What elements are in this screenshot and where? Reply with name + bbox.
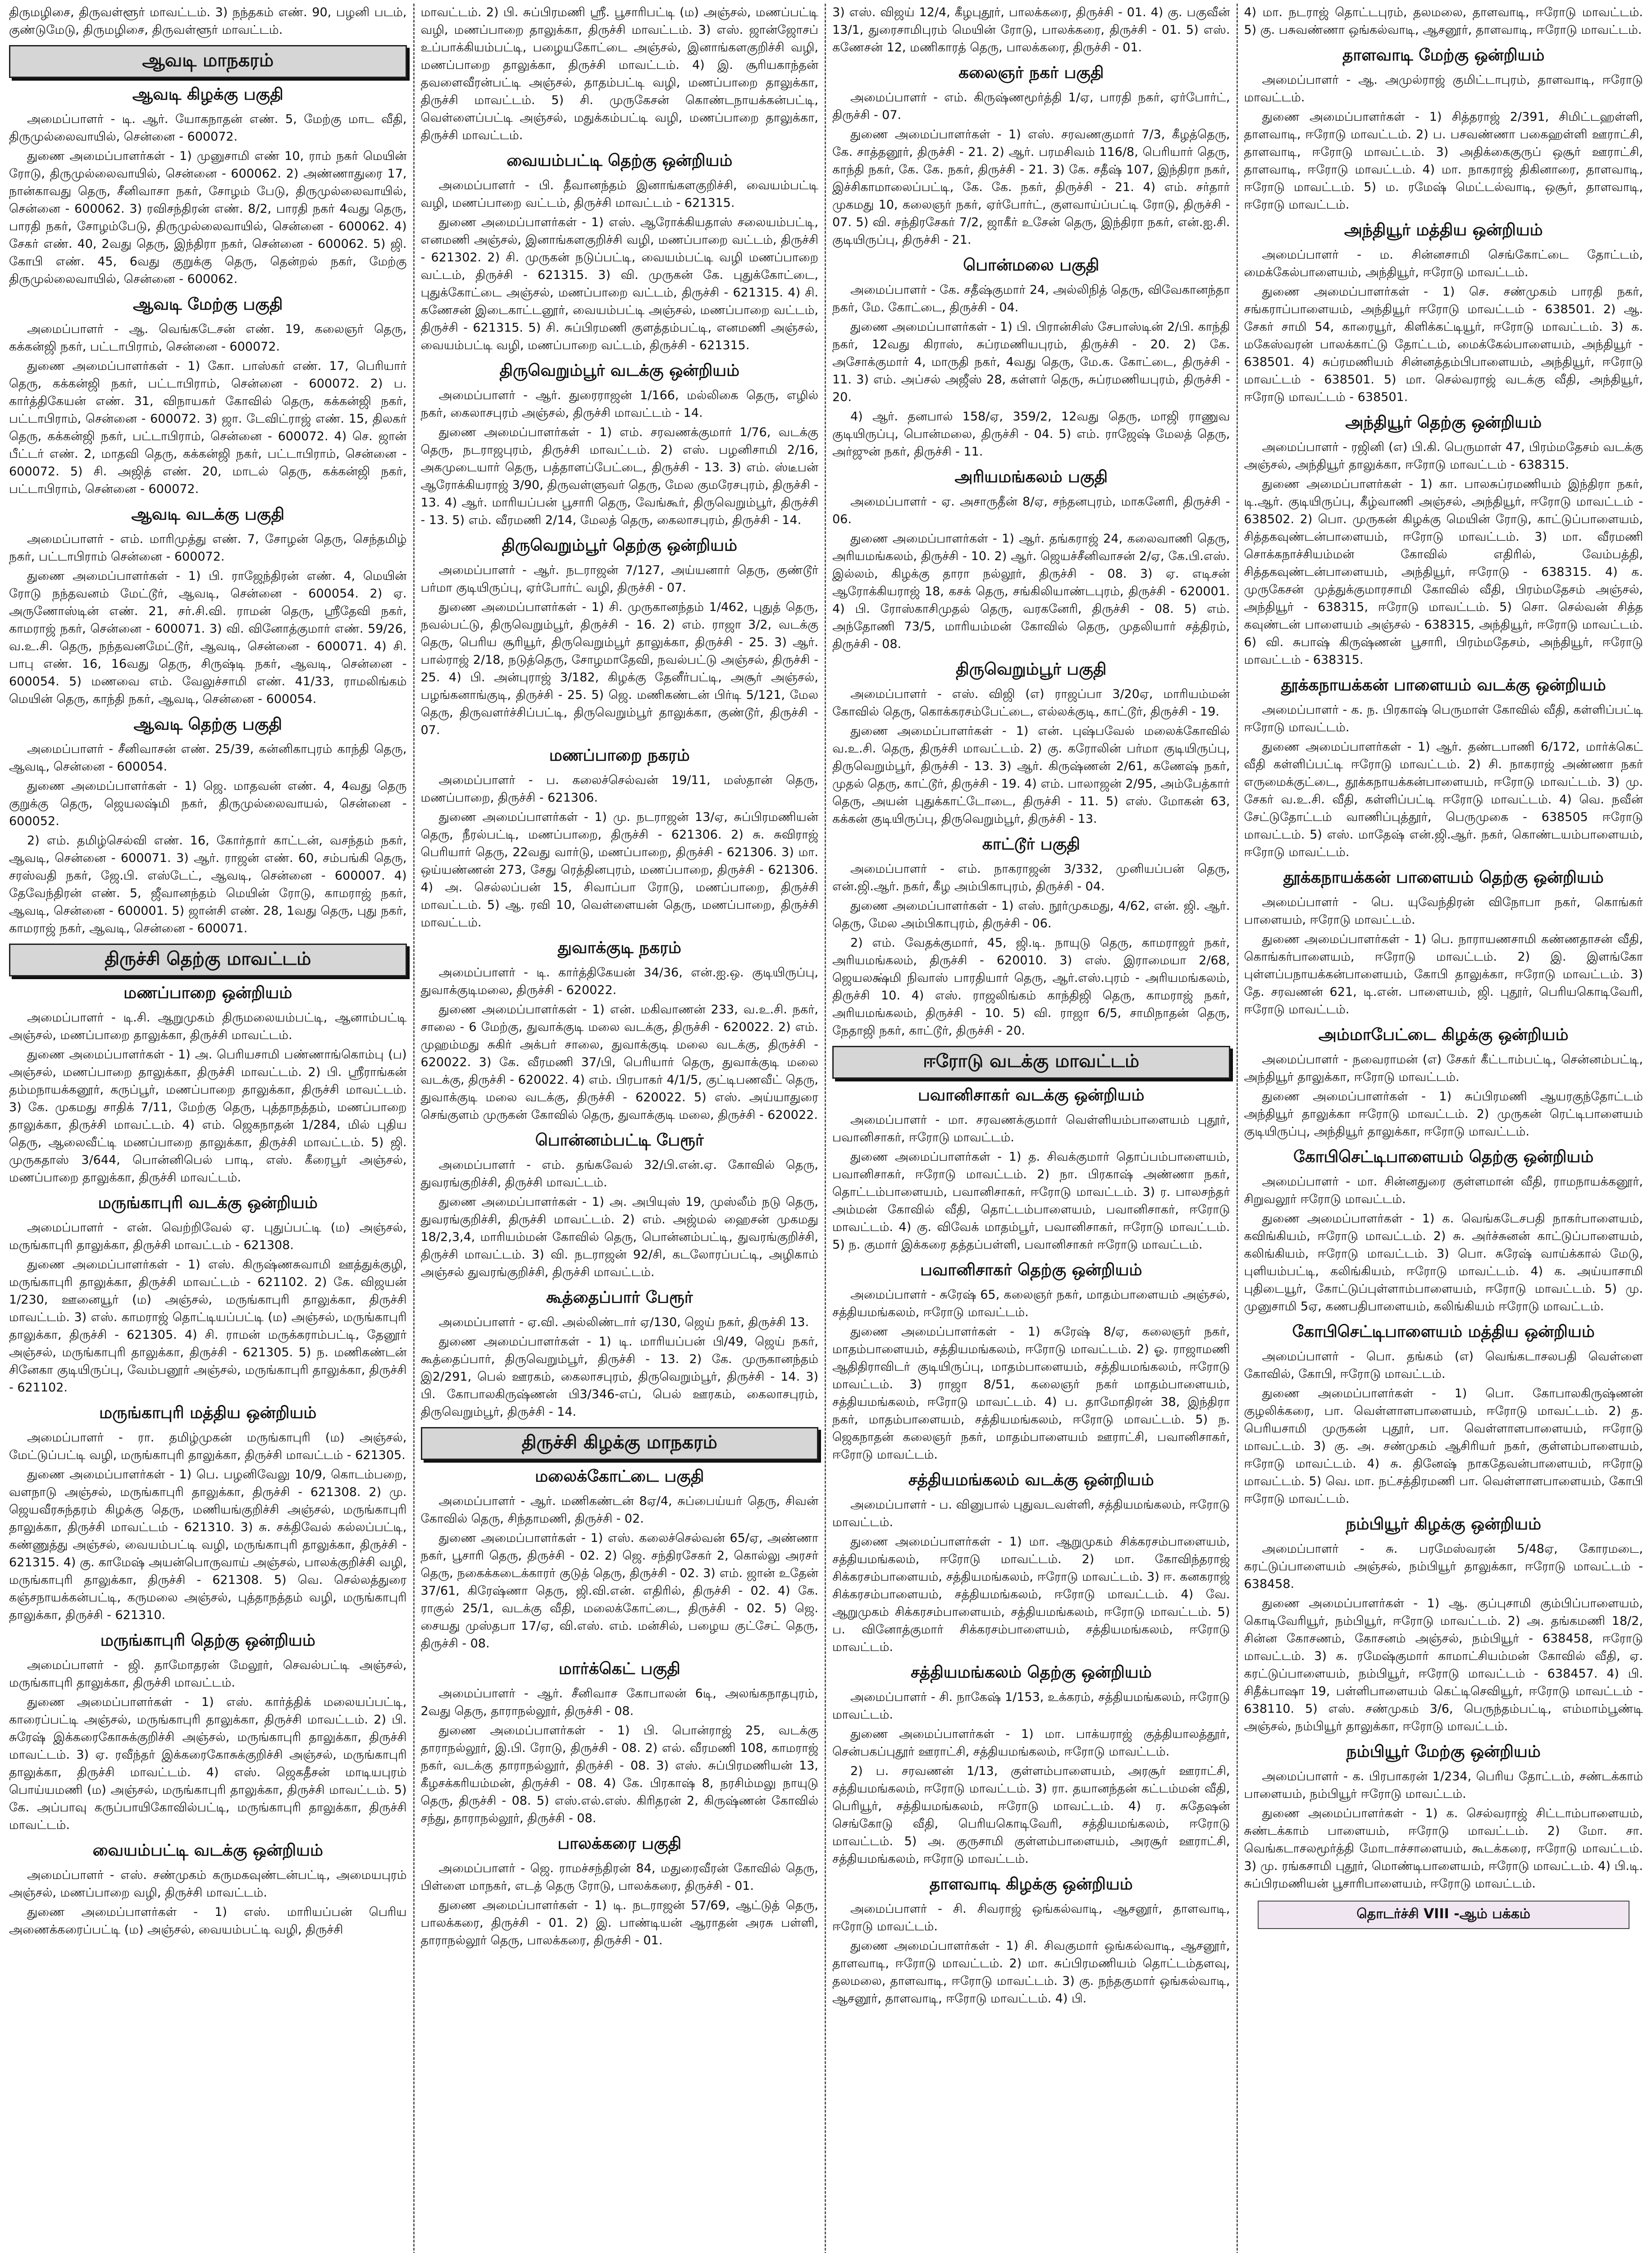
paragraph: அமைப்பாளர் - மா. சரவணக்குமார் வெள்ளியம்பாளையம் புதூர், பவானிசாகர், ஈரோடு மாவட்டம். [832, 1113, 1230, 1145]
paragraph: துணை அமைப்பாளர்கள் - 1) சுரேஷ் 8/ஏ, கலைஞர் நகர், மாதம்பாளையம், சத்தியமங்கலம், ஈரோடு மாவட்டம். 2) ஓ. ராஜாமணி ஆதிதிராவிடர் குடியிருப்பு, மாதம்பாளையம், சத்தியமங்கலம், ஈரோடு மாவட்டம். 3) ராஜா 8/51, கலைஞர் நகர் மாதம்பாளையம், சத்தியமங்கலம், ஈரோடு மாவட்டம். 4) ப. தாமோதிரன் 38, இந்திரா நகர், மாதம்பாளையம், சத்தியமங்கலம், ஈரோடு மாவட்டம். 5) ந. ஜெகநாதன் கலைஞர் நகர், மாதம்பாளையம் ஊராட்சி, பவானிசாகர், ஈரோடு மாவட்டம். [832, 1325, 1230, 1462]
paragraph: அமைப்பாளர் - ரஜினி (எ) பி.கி. பெருமாள் 47, பிரம்மதேசம் வடக்கு அஞ்சல், அந்தியூர் தாலுக்கா, ஈரோடு மாவட்டம் - 638315. [1244, 440, 1643, 472]
paragraph: துணை அமைப்பாளர்கள் - 1) எஸ். சரவணகுமார் 7/3, கீழத்தெரு, கே. சாத்தனூர், திருச்சி - 21. 2) ஆர். பரமசிவம் 116/8, பெரியார் தெரு, காந்தி நகர், கே. கே. நகர், திருச்சி - 21. 3) கே. சதீஷ் 107, இந்திரா நகர், இச்சிகாமாலைப்பட்டி, கே. கே. நகர், திருச்சி - 21. 4) எம். சர்தார் முகமது 10, கலைஞர் நகர், ஏர்போர்ட், குளவாய்ப்பட்டி ரோடு, திருச்சி - 07. 5) வி. சந்திரசேகர் 7/2, ஜாகீர் உசேன் தெரு, இந்திரா நகர், என்.ஐ.சி. குடியிருப்பு, திருச்சி - 21. [832, 128, 1230, 247]
paragraph: அமைப்பாளர் - கே. சதீஷ்குமார் 24, அல்லிநித் தெரு, விவேகானந்தா நகர், மே. கோட்டை, திருச்சி - 04. [832, 283, 1230, 315]
paragraph: அமைப்பாளர் - ஆர். துரைராஜன் 1/166, மல்லிகை தெரு, எழில் நகர், கைலாசபுரம் அஞ்சல், திருச்சி மாவட்டம் - 14. [420, 388, 818, 420]
paragraph: துணை அமைப்பாளர்கள் - 1) பெ. நாராயணசாமி கண்ணதாசன் வீதி, கொங்கர்பாளையம், ஈரோடு மாவட்டம். 2) இ. இளங்கோ புள்ளப்பநாயக்கன்பாளையம், கோபி தாலுக்கா, ஈரோடு மாவட்டம். 3) தே. சரவணன் 621, டி.என். பாளையம், ஜி. புதூர், பெரியகொடிவேரி, ஈரோடு மாவட்டம். [1244, 932, 1643, 1017]
paragraph: துணை அமைப்பாளர்கள் - 1) டி. மாரியப்பன் பி/49, ஜெய் நகர், கூத்தைப்பார், திருவெறும்பூர், திருச்சி - 13. 2) கே. முருகானந்தம் இ2/291, பெல் ஊரகம், கைலாசபுரம், திருவெறும்பூர், திருச்சி - 14. 3) பி. கோபாலகிருஷ்ணன் பி3/346-எப், பெல் ஊரகம், கைலாசபுரம், திருவெறும்பூர், திருச்சி - 14. [420, 1335, 818, 1419]
paragraph: அமைப்பாளர் - பெ. யுவேந்திரன் விநோபா நகர், கொங்கர் பாளையம், ஈரோடு மாவட்டம். [1244, 895, 1643, 927]
section-heading: திருவெறும்பூர் தெற்கு ஒன்றியம் [502, 536, 737, 555]
paragraph: அமைப்பாளர் - ஆர். நடராஜன் 7/127, அய்யனார் தெரு, குண்டூர் பர்மா குடியிருப்பு, ஏர்போர்ட் வழி, திருச்சி - 07. [420, 563, 818, 595]
paragraph: துணை அமைப்பாளர்கள் - 1) சி. முருகானந்தம் 1/462, புதுத் தெரு, நவல்பட்டு, திருவெறும்பூர், திருச்சி - 16. 2) எம். ராஜா 3/2, வடக்கு தெரு, பெரிய சூரியூர், திருவெறும்பூர் தாலுக்கா, திருச்சி - 25. 3) ஆர். பால்ராஜ் 2/18, நடுத்தெரு, சோழமாதேவி, நவல்பட்டு அஞ்சல், திருச்சி - 25. 4) பி. அன்புராஜ் 3/182, கிழக்கு தேனீர்பட்டி, அசூர் அஞ்சல், பழங்கனாங்குடி, திருச்சி - 25. 5) ஜெ. மணிகண்டன் பிர்டி 5/121, மேல தெரு, திருவளர்ச்சிப்பட்டி, திருவெறும்பூர் தாலுக்கா, குண்டூர், திருச்சி - 07. [420, 600, 818, 737]
paragraph: துணை அமைப்பாளர்கள் - 1) எஸ். ஆரோக்கியதாஸ் சலையம்பட்டி, எனமணி அஞ்சல், இனாங்களகுறிச்சி வழி, மணப்பாறை வட்டம், திருச்சி - 621302. 2) சி. முருகன் நடுப்பட்டி, வையம்பட்டி வழி மணப்பாறை வட்டம், திருச்சி - 621315. 3) வி. முருகன் கே. புதுக்கோட்டை, புதுக்கோட்டை அஞ்சல், மணப்பாறை வட்டம், திருச்சி - 621315. 4) சி. கணேசன் இடைகாட்டனூர், வையம்பட்டி அஞ்சல், மணப்பாறை வட்டம், திருச்சி - 621315. 5) சி. சுப்பிரமணி குளத்தம்பட்டி, எனமணி அஞ்சல், வையம்பட்டி வழி, மணப்பாறை வட்டம், திருச்சி - 621315. [420, 215, 818, 352]
district-heading: திருச்சி தெற்கு மாவட்டம் [9, 944, 407, 976]
section-heading: பாலக்கரை பகுதி [557, 1834, 682, 1853]
paragraph: அமைப்பாளர் - ஜெ. ராமச்சந்திரன் 84, மதுரைவீரன் கோவில் தெரு, பிள்ளை மாநகர், எடத் தெரு ரோடு, பாலக்கரை, திருச்சி - 01. [420, 1861, 818, 1893]
paragraph: 4) ஆர். தனபால் 158/ஏ, 359/2, 12வது தெரு, மாஜி ராணுவ குடியிருப்பு, பொன்மலை, திருச்சி - 04. 5) எம். ராஜேஷ் மேலத் தெரு, அர்ஜுன் நகர், திருச்சி - 11. [832, 410, 1230, 459]
paragraph: துணை அமைப்பாளர்கள் - 1) எஸ். கிருஷ்ணசுவாமி ஊத்துக்குழி, மருங்காபுரி தாலுக்கா, திருச்சி மாவட்டம் - 621102. 2) கே. விஜயன் 1/230, ஊனையூர் (ம) அஞ்சல், மருங்காபுரி தாலுக்கா, திருச்சி மாவட்டம். 3) எஸ். காமராஜ் தொட்டியப்பட்டி (ம) அஞ்சல், மருங்காபுரி தாலுக்கா, திருச்சி - 621305. 4) சி. ராமன் மருக்கராம்பட்டி, தேனூர் அஞ்சல், மருங்காபுரி தாலுக்கா, திருச்சி - 621305. 5) ந. மணிகண்டன் சினேகா குடியிருப்பு, வேம்பனூர் அஞ்சல், மருங்காபுரி தாலுக்கா, திருச்சி - 621102. [9, 1258, 407, 1395]
section-heading: வையம்பட்டி வடக்கு ஒன்றியம் [92, 1841, 323, 1860]
section-heading: தாளவாடி மேற்கு ஒன்றியம் [1342, 46, 1545, 64]
paragraph: துணை அமைப்பாளர்கள் - 1) க. வெங்கடேசபதி நாகர்பாளையம், கவிங்கியம், ஈரோடு மாவட்டம். 2) சு. அர்ச்சுனன் காட்டுப்பாளையம், கலிங்கியம், ஈரோடு மாவட்டம். 3) பொ. சுரேஷ் வாய்க்கால் மேடு, புளியம்பட்டி, கலிங்கியம், ஈரோடு மாவட்டம். 4) க. அய்யாசாமி புதிடையூர், கோட்டுப்புள்ளாம்பாளையம், ஈரோடு மாவட்டம். 5) மு. முனுசாமி 5ஏ, கணபதிபாளையம், கலிங்கியம் ஈரோடு மாவட்டம். [1244, 1212, 1643, 1313]
paragraph: 2) ப. சரவணன் 1/13, குள்ளம்பாளையம், அரசூர் ஊராட்சி, சத்தியமங்கலம், ஈரோடு மாவட்டம். 3) ரா. தயானந்தன் கட்டம்மன் வீதி, பெரியூர், சத்தியமங்கலம், ஈரோடு மாவட்டம். 4) ர. சுதேஷன் செங்கோடு வீதி, பெரியகொடிவேரி, சத்தியமங்கலம், ஈரோடு மாவட்டம். 5) அ. குருசாமி குள்ளம்பாளையம், அரசூர் ஊராட்சி, சத்தியமங்கலம், ஈரோடு மாவட்டம். [832, 1764, 1230, 1866]
paragraph: அமைப்பாளர் - ப. வினுபால் புதுவடவள்ளி, சத்தியமங்கலம், ஈரோடு மாவட்டம். [832, 1498, 1230, 1529]
text-column [415, 4, 826, 2253]
paragraph: துணை அமைப்பாளர்கள் - 1) சித்தராஜ் 2/391, சிமிட்டஹள்ளி, தாளவாடி, ஈரோடு மாவட்டம். 2) ப. பசவண்ணா பகைஹள்ளி ஊராட்சி, தாளவாடி, ஈரோடு மாவட்டம். 3) அதிக்கைகுருப் ஒசூர் ஊராட்சி, தாளவாடி, ஈரோடு மாவட்டம். 4) மா. நாகராஜ் திகினாரை, தாளவாடி, ஈரோடு மாவட்டம். 5) ம. ரமேஷ் மெட்டல்வாடி, ஒசூர், தாளவாடி, ஈரோடு மாவட்டம். [1244, 110, 1643, 212]
section-heading: ஆவடி தெற்கு பகுதி [133, 715, 283, 734]
paragraph: அமைப்பாளர் - என். வெற்றிவேல் ஏ. புதுப்பட்டி (ம) அஞ்சல், மருங்காபுரி தாலுக்கா, திருச்சி மாவட்டம் - 621308. [9, 1221, 407, 1252]
paragraph: அமைப்பாளர் - சி. சிவராஜ் ஒங்கல்வாடி, ஆசனூர், தாளவாடி, ஈரோடு மாவட்டம். [832, 1902, 1230, 1934]
section-heading: மருங்காபுரி வடக்கு ஒன்றியம் [98, 1194, 318, 1212]
paragraph: அமைப்பாளர் - மா. சின்னதுரை குள்ளமான் வீதி, ராமநாயக்கனூர், சிறுவலூர் ஈரோடு மாவட்டம். [1244, 1175, 1643, 1206]
section-heading: தூக்கநாயக்கன் பாளையம் தெற்கு ஒன்றியம் [1283, 868, 1604, 887]
paragraph: அமைப்பாளர் - ரா. தமிழ்முகன் மருங்காபுரி (ம) அஞ்சல், மேட்டுப்பட்டி வழி, மருங்காபுரி தாலுக்கா, திருச்சி மாவட்டம் - 621305. [9, 1431, 407, 1462]
paragraph: அமைப்பாளர் - எம். நாகராஜன் 3/332, முனியப்பன் தெரு, என்.ஜி.ஆர். நகர், கீழ அம்பிகாபுரம், திருச்சி - 04. [832, 862, 1230, 894]
paragraph: 2) எம். தமிழ்செல்வி எண். 16, கோர்தார் காட்டன், வசந்தம் நகர், ஆவடி, சென்னை - 600071. 3) ஆர். ராஜன் எண். 60, சம்பங்கி தெரு, சரஸ்வதி நகர், ஜே.பி. எஸ்டேட், ஆவடி, சென்னை - 600007. 4) தேவேந்திரன் எண். 5, ஜீவானந்தம் மெயின் ரோடு, காமராஜ் நகர், ஆவடி, சென்னை - 600001. 5) ஜான்சி எண். 28, 1வது தெரு, புது நகர், காமராஜ் நகர், ஆவடி, சென்னை - 600071. [9, 834, 407, 935]
paragraph: திருமழிசை, திருவள்ளூர் மாவட்டம். 3) நந்தகம் எண். 90, பழனி படம், குண்டுமேடு, திருமழிசை, திருவள்ளூர் மாவட்டம். [9, 5, 407, 37]
section-heading: தூக்கநாயக்கன் பாளையம் வடக்கு ஒன்றியம் [1281, 676, 1606, 694]
section-heading: காட்டூர் பகுதி [982, 835, 1080, 853]
paragraph: துணை அமைப்பாளர்கள் - 1) டி. நடராஜன் 57/69, ஆட்டுத் தெரு, பாலக்கரை, திருச்சி - 01. 2) இ. பாண்டியன் ஆராதன் அரசு பள்ளி, தாராநல்லூர் தெரு, பாலக்கரை, திருச்சி - 01. [420, 1898, 818, 1947]
paragraph: துணை அமைப்பாளர்கள் - 1) எஸ். கார்த்திக் மலையப்பட்டி, காரைப்பட்டி அஞ்சல், மருங்காபுரி தாலுக்கா, திருச்சி மாவட்டம். 2) பி. சுரேஷ் இக்கரைகோசுக்குறிச்சி அஞ்சல், மருங்காபுரி தாலுக்கா, திருச்சி மாவட்டம். 3) ஏ. ரவீந்தர் இக்கரைகோசுக்குறிச்சி அஞ்சல், மருங்காபுரி தாலுக்கா, திருச்சி மாவட்டம். 4) எஸ். ஜெகதீசன் மாடியபுரம் பொய்யமணி (ம) அஞ்சல், மருங்காபுரி தாலுக்கா, திருச்சி மாவட்டம். 5) கே. அப்பாவு கருப்பாயிகோவில்பட்டி, மருங்காபுரி தாலுக்கா, திருச்சி மாவட்டம். [9, 1695, 407, 1832]
section-heading: நம்பியூர் மேற்கு ஒன்றியம் [1346, 1742, 1541, 1761]
paragraph: துணை அமைப்பாளர்கள் - 1) ஆ. குப்புசாமி கும்பிப்பாளையம், கொடிவேரியூர், நம்பியூர், ஈரோடு மாவட்டம். 2) அ. தங்கமணி 18/2, சின்ன கோசணம், கோசனம் அஞ்சல், நம்பியூர் - 638458, ஈரோடு மாவட்டம். 3) க. ரமேஷ்குமார் காமாட்சியம்மன் கோவில் வீதி, ஏ. கரட்டுப்பாளையம், நம்பியூர், ஈரோடு மாவட்டம் - 638457. 4) பி. சிதீக்பாஷா 19, பள்ளிபாளையம் கெட்டிசெவியூர், ஈரோடு மாவட்டம் - 638110. 5) எஸ். சண்முகம் 3/6, பெருந்தம்பட்டி, எம்மாம்பூண்டி அஞ்சல், நம்பியூர் தாலுக்கா, ஈரோடு மாவட்டம். [1244, 1596, 1643, 1733]
text-column [3, 4, 415, 2253]
paragraph: துணை அமைப்பாளர்கள் - 1) அ. பெரியசாமி பண்ணாங்கொம்பு (ப) அஞ்சல், மணப்பாறை தாலுக்கா, திருச்சி மாவட்டம். 2) பி. ஸ்ரீராங்கன் தம்மநாயக்கனூர், கருப்பூர், மணப்பாறை தாலுக்கா, திருச்சி மாவட்டம். 3) கே. முகமது சாதிக் 7/11, மேற்கு தெரு, புத்தாநத்தம், மணப்பாறை தாலுக்கா, திருச்சி மாவட்டம். 4) எம். ஜெகநாதன் 1/284, மில் புதிய தெரு, ஆலைவீட்டி மணப்பாறை தாலுக்கா, திருச்சி மாவட்டம். 5) ஜி. முருகதாஸ் 3/644, பொன்னிபெல் பாடி, எஸ். கீரைபூர் அஞ்சல், மணப்பாறை தாலுக்கா, திருச்சி மாவட்டம். [9, 1048, 407, 1185]
text-column [1238, 4, 1650, 2253]
paragraph: 4) மா. நடராஜ் தொட்டபுரம், தலமலை, தாளவாடி, ஈரோடு மாவட்டம். 5) கு. பசுவண்ணா ஒங்கல்வாடி, ஆசனூர், தாளவாடி, ஈரோடு மாவட்டம். [1244, 5, 1643, 37]
section-heading: கோபிசெட்டிபாளையம் மத்திய ஒன்றியம் [1292, 1323, 1595, 1341]
section-heading: துவாக்குடி நகரம் [557, 939, 681, 957]
paragraph: 2) எம். வேதக்குமார், 45, ஜி.டி. நாயுடு தெரு, காமராஜர் நகர், அரியமங்கலம், திருச்சி - 620010. 3) எஸ். இராமையா 2/68, ஜெயலக்ஷ்மி நிவாஸ் பாரதியார் தெரு, ஆர்.எஸ்.புரம் - அரியமங்கலம், திருச்சி 10. 4) எஸ். ராஜலிங்கம் காந்திஜி தெரு, காமராஜ் நகர், அரியமங்கலம், திருச்சி - 10. 5) வி. ராஜா 6/5, சாமிநாதன் தெரு, நேதாஜி நகர், காட்டூர், திருச்சி - 20. [832, 936, 1230, 1038]
paragraph: அமைப்பாளர் - பொ. தங்கம் (எ) வெங்கடாசலபதி வெள்ளை கோவில், கோபி, ஈரோடு மாவட்டம். [1244, 1350, 1643, 1381]
paragraph: அமைப்பாளர் - ம. சின்னசாமி செங்கோட்டை தோட்டம், மைக்கேல்பாளையம், அந்தியூர், ஈரோடு மாவட்டம். [1244, 248, 1643, 279]
paragraph: துணை அமைப்பாளர்கள் - 1) எஸ். கலைச்செல்வன் 65/ஏ, அண்ணா நகர், பூசாரி தெரு, திருச்சி - 02. 2) ஜெ. சந்திரசேகர் 2, கொல்லு அரசர் தெரு, நகைக்கடைக்காரர் குடுத் தெரு, திருச்சி - 02. 3) எம். ஜான் உதேன் 37/61, கிரேஷ்ணா தெரு, ஜி.வி.என். எதிரில், திருச்சி - 02. 4) கே. ராகுல் 25/1, வடக்கு வீதி, மலைக்கோட்டை, திருச்சி - 02. 5) ஜெ. சையது முஸ்தபா 17/ஏ, வி.எஸ். எம். மன்சில், பழைய குட்சேட் தெரு, திருச்சி - 08. [420, 1531, 818, 1651]
continued-notice: தொடர்ச்சி VIII -ஆம் பக்கம் [1258, 1901, 1630, 1929]
section-heading: மணப்பாறை நகரம் [549, 746, 690, 765]
section-heading: கோபிசெட்டிபாளையம் தெற்கு ஒன்றியம் [1293, 1148, 1594, 1166]
paragraph: துணை அமைப்பாளர்கள் - 1) ஜெ. மாதவன் எண். 4, 4வது தெரு குறுக்கு தெரு, ஜெயலஷ்மி நகர், திருமுல்லைவாயல், சென்னை - 600052. [9, 779, 407, 828]
paragraph: துணை அமைப்பாளர்கள் - 1) எஸ். நூர்முகமது, 4/62, என். ஜி. ஆர். தெரு, மேல அம்பிகாபுரம், திருச்சி - 06. [832, 899, 1230, 930]
paragraph: துணை அமைப்பாளர்கள் - 1) சி. சிவகுமார் ஒங்கல்வாடி, ஆசனூர், தாளவாடி, ஈரோடு மாவட்டம். 2) மா. சுப்பிரமணியம் தொட்டம்தளவு, தலமலை, தாளவாடி, ஈரோடு மாவட்டம். 3) கு. நந்தகுமார் ஒங்கல்வாடி, ஆசனூர், தாளவாடி, ஈரோடு மாவட்டம். 4) பி. [832, 1939, 1230, 2006]
section-heading: ஆவடி கிழக்கு பகுதி [132, 85, 283, 104]
paragraph: துணை அமைப்பாளர்கள் - 1) சுப்பிரமணி ஆயரகுந்தோட்டம் அந்தியூர் தாலுக்கா ஈரோடு மாவட்டம். 2) முருகன் ரெட்டிபாளையம் குடியிருப்பு, அந்தியூர் தாலுக்கா, ஈரோடு மாவட்டம். [1244, 1090, 1643, 1139]
paragraph: அமைப்பாளர் - ப. கலைச்செல்வன் 19/11, மஸ்தான் தெரு, மணப்பாறை, திருச்சி - 621306. [420, 773, 818, 805]
section-heading: கூத்தைப்பார் பேரூர் [546, 1288, 693, 1307]
paragraph: 3) எஸ். விஜய் 12/4, கீழபுதூர், பாலக்கரை, திருச்சி - 01. 4) கு. பகுவீன் 13/1, துரைசாமிபுரம் மெயின் ரோடு, பாலக்கரை, திருச்சி - 01. 5) எஸ். கணேசன் 12, மணிகாரத் தெரு, பாலக்கரை, திருச்சி - 01. [832, 5, 1230, 55]
paragraph: அமைப்பாளர் - எஸ். விஜி (எ) ராஜப்பா 3/20ஏ, மாரியம்மன் கோவில் தெரு, கொக்கரசம்பேட்டை, எல்லக்குடி, காட்டூர், திருச்சி - 19. [832, 687, 1230, 719]
paragraph: துணை அமைப்பாளர்கள் - 1) கா. பாலசுப்ரமணியம் இந்திரா நகர், டி.ஆர். குடியிருப்பு, கீழ்வாணி அஞ்சல், அந்தியூர், ஈரோடு மாவட்டம் - 638502. 2) பொ. முருகன் கிழக்கு மெயின் ரோடு, காட்டுப்பாளையம், சித்தகவுண்டன்பாளையம், ஈரோடு மாவட்டம். 3) மா. வீரமணி சொக்கநாச்சியம்மன் கோவில் எதிரில், வேம்பத்தி, சித்தகவுண்டன்பாளையம், அந்தியூர், ஈரோடு - 638315. 4) க. முருகேசன் முத்துக்குமாரசாமி கோவில் வீதி, பிரம்மதேசம் அஞ்சல், அந்தியூர் - 638315, ஈரோடு மாவட்டம். 5) சொ. செல்வன் சித்த கவுண்டன் பாளையம் அஞ்சல் - 638315, அந்தியூர், ஈரோடு மாவட்டம். 6) வி. சுபாஷ் கிருஷ்ணன் பூசாரி, பிரம்மதேசம், அந்தியூர், ஈரோடு மாவட்டம் - 638315. [1244, 477, 1643, 667]
section-heading: வையம்பட்டி தெற்கு ஒன்றியம் [507, 151, 733, 170]
paragraph: அமைப்பாளர் - நவைராமன் (எ) சேகர் கீட்டாம்பட்டி, சென்னம்பட்டி, அந்தியூர் தாலுக்கா, ஈரோடு மாவட்டம். [1244, 1053, 1643, 1084]
section-heading: தாளவாடி கிழக்கு ஒன்றியம் [929, 1875, 1133, 1893]
section-heading: பவானிசாகர் தெற்கு ஒன்றியம் [920, 1261, 1142, 1279]
paragraph: அமைப்பாளர் - சு. பரமேஸ்வரன் 5/48ஏ, கோரமடை, கரட்டுப்பாளையம் அஞ்சல், நம்பியூர் தாலுக்கா, ஈரோடு மாவட்டம் - 638458. [1244, 1542, 1643, 1591]
paragraph: துணை அமைப்பாளர்கள் - 1) என். மகிவாணன் 233, வ.உ.சி. நகர், சாலை - 6 மேற்கு, துவாக்குடி மலை வடக்கு, திருச்சி - 620022. 2) எம். முஹம்மது சுகிர் அக்பர் சாலை, துவாக்குடி மலை வடக்கு, திருச்சி - 620022. 3) கே. வீரமணி 37/பி, பெரியார் தெரு, துவாக்குடி மலை வடக்கு, திருச்சி - 620022. 4) எம். பிரபாகர் 4/1/5, குட்டிபணவீட் தெரு, துவாக்குடி மலை வடக்கு, திருச்சி - 620022. 5) எஸ். அய்யாதுரை செங்குளம் முருகன் கோவில் தெரு, துவாக்குடி மலை, திருச்சி - 620022. [420, 1003, 818, 1122]
paragraph: அமைப்பாளர் - ஆ. அமுல்ராஜ் குமிட்டாபுரம், தாளவாடி, ஈரோடு மாவட்டம். [1244, 73, 1643, 105]
paragraph: துணை அமைப்பாளர்கள் - 1) முனுசாமி எண் 10, ராம் நகர் மெயின் ரோடு, திருமுல்லைவாயில், சென்னை - 600062. 2) அண்ணாதுரை 17, நான்காவது தெரு, சீனிவாசா நகர், சோழம் பேடு, திருமுல்லைவாயில், சென்னை - 600062. 3) ரவிசந்திரன் எண். 8/2, பாரதி நகர் 4வது தெரு, பாரதி நகர், சோழம்பேடு, திருமுல்லைவாயில், சென்னை - 600062. 4) சேகர் எண். 40, 2வது தெரு, இந்திரா நகர், சென்னை - 600062. 5) ஜி. கோபி எண். 45, 6வது குறுக்கு தெரு, தென்றல் நகர், மேற்கு திருமுல்லைவாயில், சென்னை - 600062. [9, 149, 407, 286]
section-heading: அரியமங்கலம் பகுதி [954, 468, 1108, 486]
paragraph: அமைப்பாளர் - சுரேஷ் 65, கலைஞர் நகர், மாதம்பாளையம் அஞ்சல், சத்தியமங்கலம், ஈரோடு மாவட்டம். [832, 1288, 1230, 1319]
paragraph: அமைப்பாளர் - டி. ஆர். யோகநாதன் எண். 5, மேற்கு மாட வீதி, திருமுல்லைவாயில், சென்னை - 600072. [9, 112, 407, 144]
text-column [826, 4, 1238, 2253]
paragraph: அமைப்பாளர் - ஏ.வி. அல்லிண்டார் ஏ/130, ஜெய் நகர், திருச்சி 13. [438, 1315, 809, 1329]
paragraph: அமைப்பாளர் - க. ந. பிரகாஷ் பெருமாள் கோவில் வீதி, கள்ளிப்பட்டி ஈரோடு மாவட்டம். [1244, 703, 1643, 734]
paragraph: துணை அமைப்பாளர்கள் - 1) பி. ராஜேந்திரன் எண். 4, மெயின் ரோடு நந்தவனம் மேட்டூர், ஆவடி, சென்னை - 600054. 2) ஏ. அருணோஸ்டின் எண். 21, சர்.சி.வி. ராமன் தெரு, ஸ்ரீதேவி நகர், காமராஜ் நகர், சென்னை - 600071. 3) வி. வினோத்குமார் எண். 59/26, வ.உ.சி. தெரு, நந்தவனமேட்டூர், ஆவடி, சென்னை - 600071. 4) சி. பாபு எண். 16, 16வது தெரு, சிருஷ்டி நகர், ஆவடி, சென்னை - 600054. 5) மணவை எம். வேலுச்சாமி எண். 41/33, ராமலிங்கம் மெயின் தெரு, காந்தி நகர், ஆவடி, சென்னை - 600054. [9, 569, 407, 706]
section-heading: கலைஞர் நகர் பகுதி [958, 64, 1104, 82]
section-heading: அந்தியூர் மத்திய ஒன்றியம் [1344, 221, 1543, 239]
paragraph: அமைப்பாளர் - ஆர். மணிகண்டன் 8ஏ/4, சுப்பைய்யர் தெரு, சிவன் கோவில் தெரு, சிந்தாமணி, திருச்சி - 02. [420, 1494, 818, 1526]
paragraph: துணை அமைப்பாளர்கள் - 1) பொ. கோபாலகிருஷ்ணன் குழலிக்கரை, பா. வெள்ளாளபாளையம், ஈரோடு மாவட்டம். 2) த. பெரியசாமி முருகன் புதூர், பா. வெள்ளாளபாளையம், ஈரோடு மாவட்டம். 3) கு. அ. சண்முகம் ஆசிரியர் நகர், குள்ளம்பாளையம், ஈரோடு மாவட்டம். 4) சு. தினேஷ் நாகதேவன்பாளையம், ஈரோடு மாவட்டம். 5) வெ. மா. நட்சத்திரமணி பா. வெள்ளாளபாளையம், கோபி ஈரோடு மாவட்டம். [1244, 1386, 1643, 1506]
paragraph: துணை அமைப்பாளர்கள் - 1) மு. நடராஜன் 13/ஏ, சுப்பிரமணியன் தெரு, நீரல்பட்டி, மணப்பாறை, திருச்சி - 621306. 2) சு. சுவிராஜ் பெரியார் தெரு, 22வது வார்டு, மணப்பாறை, திருச்சி - 621306. 3) மா. ஒய்யண்ணன் 273, சேது ரெத்தினபுரம், மணப்பாறை, திருச்சி - 621306. 4) அ. செல்லப்பன் 15, சிவாப்பா ரோடு, மணப்பாறை, திருச்சி மாவட்டம். 5) ஆ. ரவி 10, வெள்ளையன் தெரு, மணப்பாறை, திருச்சி மாவட்டம். [420, 810, 818, 930]
section-heading: அம்மாபேட்டை கிழக்கு ஒன்றியம் [1318, 1026, 1569, 1044]
paragraph: அமைப்பாளர் - பி. தீவானந்தம் இனாங்களகுறிச்சி, வையம்பட்டி வழி, மணப்பாறை வட்டம், திருச்சி மாவட்டம் - 621315. [420, 178, 818, 210]
paragraph: அமைப்பாளர் - க. பிரபாகரன் 1/234, பெரிய தோட்டம், சண்டக்காம் பாளையம், நம்பியூர் ஈரோடு மாவட்டம். [1244, 1770, 1643, 1801]
paragraph: துணை அமைப்பாளர்கள் - 1) எம். சரவணக்குமார் 1/76, வடக்கு தெரு, நடராஜபுரம், திருச்சி மாவட்டம். 2) எஸ். பழனிசாமி 2/16, அகமுடையார் தெரு, பத்தாளப்பேட்டை, திருச்சி - 13. 3) எம். ஸ்டீபன் ஆரோக்கியராஜ் 3/90, திருவள்ளுவர் தெரு, மேல குமரேசபுரம், திருச்சி - 13. 4) ஆர். மாரியப்பன் பூசாரி தெரு, வேங்கூர், திருவெறும்பூர், திருச்சி - 13. 5) எம். வீரமணி 2/14, மேலத் தெரு, கைலாசபுரம், திருச்சி - 14. [420, 425, 818, 527]
paragraph: அமைப்பாளர் - எம். தங்கவேல் 32/பி.என்.ஏ. கோவில் தெரு, துவரங்குறிச்சி, திருச்சி மாவட்டம். [420, 1158, 818, 1190]
section-heading: சத்தியமங்கலம் தெற்கு ஒன்றியம் [910, 1663, 1152, 1682]
section-heading: சத்தியமங்கலம் வடக்கு ஒன்றியம் [908, 1471, 1154, 1489]
paragraph: துணை அமைப்பாளர்கள் - 1) மா. ஆறுமுகம் சிக்கரசம்பாளையம், சத்தியமங்கலம், ஈரோடு மாவட்டம். 2) மா. கோவிந்தராஜ் சிக்கரசம்பாளையம், சத்தியமங்கலம், ஈரோடு மாவட்டம். 3) ஈ. கனகராஜ் சிக்கரசம்பாளையம், சத்தியமங்கலம், ஈரோடு மாவட்டம். 4) வே. ஆறுமுகம் சிக்கரசம்பாளையம், சத்தியமங்கலம், ஈரோடு மாவட்டம். 5) ப. வினோத்குமார் சிக்கரசம்பாளையம், சத்தியமங்கலம், ஈரோடு மாவட்டம். [832, 1535, 1230, 1654]
paragraph: அமைப்பாளர் - எம். கிருஷ்ணமூர்த்தி 1/ஏ, பாரதி நகர், ஏர்போர்ட், திருச்சி - 07. [832, 91, 1230, 122]
paragraph: துணை அமைப்பாளர்கள் - 1) என். புஷ்பவேல் மலைக்கோவில் வ.உ.சி. தெரு, திருச்சி மாவட்டம். 2) கு. கரோலின் பர்மா குடியிருப்பு, திருவெறும்பூர், திருச்சி - 13. 3) ஆர். கிருஷ்ணன் 2/61, கணேஷ் நகர், முதல் தெரு, காட்டூர், திருச்சி - 19. 4) எம். பாலாஜன் 2/95, அம்பேத்கார் தெரு, அயன் புதுக்காட்டோடை, திருச்சி - 11. 5) எஸ். மோகன் 63, கக்கன் குடியிருப்பு, திருவெறும்பூர், திருச்சி - 13. [832, 724, 1230, 826]
district-heading: திருச்சி கிழக்கு மாநகரம் [421, 1427, 819, 1460]
district-heading: ஈரோடு வடக்கு மாவட்டம் [832, 1046, 1230, 1079]
district-heading: ஆவடி மாநகரம் [9, 45, 407, 78]
paragraph: அமைப்பாளர் - சி. நாகேஷ் 1/153, உக்கரம், சத்தியமங்கலம், ஈரோடு மாவட்டம். [832, 1690, 1230, 1722]
section-heading: நம்பியூர் கிழக்கு ஒன்றியம் [1346, 1515, 1542, 1533]
paragraph: துணை அமைப்பாளர்கள் - 1) பி. பொன்ராஜ் 25, வடக்கு தாராநல்லூர், இ.பி. ரோடு, திருச்சி - 08. 2) எல். வீரமணி 108, காமராஜ் நகர், வடக்கு தாராநல்லூர், திருச்சி - 08. 3) எஸ். சுப்பிரமணியன் 13, கீழசக்கரியம்மன், திருச்சி - 08. 4) கே. பிரகாஷ் 8, நரசிம்மலு நாயுடு தெரு, திருச்சி - 08. 5) எஸ்.எல்.எஸ். கிரிதரன் 2, கிருஷ்ணன் கோவில் சந்து, தாராநல்லூர், திருச்சி - 08. [420, 1724, 818, 1825]
section-heading: மார்க்கெட் பகுதி [558, 1660, 680, 1678]
paragraph: அமைப்பாளர் - எஸ். சண்முகம் கருமகவுண்டன்பட்டி, அமையபுரம் அஞ்சல், மணப்பாறை வழி, திருச்சி மாவட்டம். [9, 1868, 407, 1900]
section-heading: பவானிசாகர் வடக்கு ஒன்றியம் [917, 1086, 1145, 1104]
paragraph: துணை அமைப்பாளர்கள் - 1) பி. பிரான்சிஸ் சேபாஸ்டின் 2/பி. காந்தி நகர், 12வது கிராஸ், சுப்ரமணியபுரம், திருச்சி - 20. 2) கே. அசோக்குமார் 4, மாருதி நகர், 4வது தெரு, மே.க. கோட்டை, திருச்சி - 11. 3) எம். அப்சல் அஜீஸ் 28, கள்ளர் தெரு, சுப்ரமணியபுரம், திருச்சி - 20. [832, 320, 1230, 404]
paragraph: துணை அமைப்பாளர்கள் - 1) கோ. பாஸ்கர் எண். 17, பெரியார் தெரு, கக்கன்ஜி நகர், பட்டாபிராம், சென்னை - 600072. 2) ப. கார்த்திகேயன் எண். 31, விநாயகர் கோவில் தெரு, கக்கன்ஜி நகர், பட்டாபிராம், சென்னை - 600072. 3) ஜா. டேவிட்ராஜ் எண். 15, திலகர் தெரு, கக்கன்ஜி நகர், பட்டாபிராம், சென்னை - 600072. 4) செ. ஜான் பீட்டர் எண். 2, மாதவி தெரு, கக்கன்ஜி நகர், பட்டாபிராம், சென்னை - 600072. 5) சி. அஜித் எண். 20, மாடல் தெரு, கக்கன்ஜி நகர், பட்டாபிராம், சென்னை - 600072. [9, 359, 407, 496]
paragraph: துணை அமைப்பாளர்கள் - 1) மா. பாக்யராஜ் குத்தியாலத்தூர், சென்பகப்புதூர் ஊராட்சி, சத்தியமங்கலம், ஈரோடு மாவட்டம். [832, 1727, 1230, 1759]
section-heading: மலைக்கோட்டை பகுதி [535, 1467, 704, 1486]
paragraph: அமைப்பாளர் - ஏ. அசாருதீன் 8/ஏ, சந்தனபுரம், மாகனேரி, திருச்சி - 06. [832, 495, 1230, 526]
paragraph: துணை அமைப்பாளர்கள் - 1) அ. அபியுஸ் 19, முஸ்லீம் நடு தெரு, துவரங்குறிச்சி, திருச்சி மாவட்டம். 2) எம். அஜ்மல் ஹைசன் முகமது 18/2,3,4, மாரியம்மன் கோவில் தெரு, பொன்னம்பட்டி, துவரங்குறிச்சி, திருச்சி மாவட்டம். 3) வி. நடராஜன் 92/சி, கடலோரப்பட்டி, அழிகாம் அஞ்சல் துவரங்குறிச்சி, திருச்சி மாவட்டம். [420, 1195, 818, 1279]
section-heading: பொன்மலை பகுதி [963, 256, 1100, 274]
section-heading: மணப்பாறை ஒன்றியம் [123, 984, 292, 1002]
section-heading: பொன்னம்பட்டி பேரூர் [535, 1131, 704, 1149]
section-heading: ஆவடி மேற்கு பகுதி [132, 295, 283, 314]
paragraph: துணை அமைப்பாளர்கள் - 1) எஸ். மாரியப்பன் பெரிய அணைக்கரைப்பட்டி (ம) அஞ்சல், வையம்பட்டி வழி, திருச்சி [9, 1905, 407, 1937]
paragraph: அமைப்பாளர் - ஆர். சீனிவாச கோபாலன் 6டி, அலங்கநாதபுரம், 2வது தெரு, தாராநல்லூர், திருச்சி - 08. [420, 1687, 818, 1718]
paragraph: அமைப்பாளர் - சீனிவாசன் எண். 25/39, கன்னிகாபுரம் காந்தி தெரு, ஆவடி, சென்னை - 600054. [9, 742, 407, 774]
section-heading: மருங்காபுரி தெற்கு ஒன்றியம் [100, 1631, 315, 1650]
paragraph: துணை அமைப்பாளர்கள் - 1) ஆர். தண்டபாணி 6/172, மார்க்கெட் வீதி கள்ளிப்பட்டி ஈரோடு மாவட்டம். 2) சி. நாகராஜ் அண்ணா நகர் எருமைக்குட்டை, தூக்கநாயக்கன்பாளையம், ஈரோடு மாவட்டம். 3) மு. சேகர் வ.உ.சி. வீதி, கள்ளிப்பட்டி ஈரோடு மாவட்டம். 4) வெ. நவீன் சேட்டுதோட்டம் வாணிப்புத்தூர், பெருமுகை - 638505 ஈரோடு மாவட்டம். 5) எஸ். மாதேஷ் என்.ஜி.ஆர். நகர், கொண்டயம்பாளையம், ஈரோடு மாவட்டம். [1244, 740, 1643, 859]
paragraph: அமைப்பாளர் - ஜி. தாமோதரன் மேலூர், செவல்பட்டி அஞ்சல், மருங்காபுரி தாலுக்கா, திருச்சி மாவட்டம். [9, 1658, 407, 1690]
section-heading: திருவெறும்பூர் பகுதி [956, 660, 1107, 679]
paragraph: துணை அமைப்பாளர்கள் - 1) ஆர். தங்கராஜ் 24, கலைவாணி தெரு, அரியமங்கலம், திருச்சி - 10. 2) ஆர். ஜெயச்சீனிவாசன் 2/ஏ, கே.பி.எஸ். இல்லம், கிழக்கு தாரா நல்லூர், திருச்சி - 08. 3) ஏ. எடிசன் ஆரோக்கியராஜ் 18, கசக் தெரு, சங்கிலியாண்டபுரம், திருச்சி - 620001. 4) பி. ரோஸ்காசிமுதல் தெரு, வரகனேரி, திருச்சி - 08. 5) எம். அந்தோணி 73/5, மாரியம்மன் கோவில் தெரு, முதலியார் சத்திரம், திருச்சி - 08. [832, 532, 1230, 651]
section-heading: அந்தியூர் தெற்கு ஒன்றியம் [1345, 413, 1542, 432]
paragraph: அமைப்பாளர் - டி.சி. ஆறுமுகம் திருமலையம்பட்டி, ஆனாம்பட்டி அஞ்சல், மணப்பாறை தாலுக்கா, திருச்சி மாவட்டம். [9, 1011, 407, 1042]
section-heading: ஆவடி வடக்கு பகுதி [131, 505, 285, 524]
paragraph: அமைப்பாளர் - டி. கார்த்திகேயன் 34/36, என்.ஐ.ஒ. குடியிருப்பு, துவாக்குடிமலை, திருச்சி - 620022. [420, 966, 818, 997]
paragraph: அமைப்பாளர் - ஆ. வெங்கடேசன் எண். 19, கலைஞர் தெரு, கக்கன்ஜி நகர், பட்டாபிராம், சென்னை - 600072. [9, 322, 407, 354]
paragraph: துணை அமைப்பாளர்கள் - 1) த. சிவக்குமார் தொப்பம்பாளையம், பவானிசாகர், ஈரோடு மாவட்டம். 2) நா. பிரகாஷ் அண்ணா நகர், தொட்டம்பாளையம், பவானிசாகர், ஈரோடு மாவட்டம். 3) ர. பாலசந்தர் அம்மன் கோவில் வீதி, தொட்டம்பாளையம், பவானிசாகர், ஈரோடு மாவட்டம். 4) கு. விவேக் மாதம்பூர், பவானிசாகர், ஈரோடு மாவட்டம். 5) ந. குமார் இக்கரை தத்தப்பள்ளி, பவானிசாகர் ஈரோடு மாவட்டம். [832, 1150, 1230, 1252]
section-heading: மருங்காபுரி மத்திய ஒன்றியம் [99, 1404, 317, 1422]
paragraph: துணை அமைப்பாளர்கள் - 1) பெ. பழனிவேலு 10/9, கொடம்பறை, வளநாடு அஞ்சல், மருங்காபுரி தாலுக்கா, திருச்சி - 621308. 2) மு. ஜெயவீரசுந்தரம் கிழக்கு தெரு, மணியங்குறிச்சி அஞ்சல், மருங்காபுரி தாலுக்கா, திருச்சி மாவட்டம் - 621310. 3) சு. சக்திவேல் கல்லப்பட்டி, கண்ணுத்து அஞ்சல், வையம்பட்டி வழி, மருங்காபுரி தாலுக்கா, திருச்சி - 621315. 4) கு. காமேஷ் அயன்பொருவாய் அஞ்சல், பாலக்குறிச்சி வழி, மருங்காபுரி தாலுக்கா, திருச்சி - 621308. 5) வெ. செல்லத்துரை கஞ்சநாயக்கன்பட்டி, கருமலை அஞ்சல், புத்தாநத்தம் வழி, மருங்காபுரி தாலுக்கா, திருச்சி - 621310. [9, 1468, 407, 1622]
section-heading: திருவெறும்பூர் வடக்கு ஒன்றியம் [499, 361, 739, 380]
paragraph: துணை அமைப்பாளர்கள் - 1) செ. சண்முகம் பாரதி நகர், சங்கராப்பாளையம், அந்தியூர் ஈரோடு மாவட்டம் - 638501. 2) ஆ. சேகர் சாமி 54, காரையூர், கிளிக்கட்டியூர், ஈரோடு மாவட்டம். 3) க. மகேஸ்வரன் பாலக்காட்டு தோட்டம், மைக்கேல்பாளையம், அந்தியூர் - 638501. 4) சுப்ரமணியம் சின்னத்தம்பிபாளையம், அந்தியூர், ஈரோடு மாவட்டம் - 638501. 5) மா. செல்வராஜ் வடக்கு வீதி, அந்தியூர், ஈரோடு மாவட்டம் - 638501. [1244, 285, 1643, 404]
paragraph: மாவட்டம். 2) பி. சுப்பிரமணி ஸ்ரீ. பூசாரிபட்டி (ம) அஞ்சல், மணப்பட்டி வழி, மணப்பாறை தாலுக்கா, திருச்சி மாவட்டம். 3) எஸ். ஜான்ஜோசப் உப்பாக்கியம்பட்டி, பழையகோட்டை அஞ்சல், இனாங்களகுறிச்சி வழி, மணப்பாறை தாலுக்கா, திருச்சி மாவட்டம். 4) இ. சூரியகாந்தன் தவளைவீரன்பட்டி அஞ்சல், தாதம்பட்டி வழி, மணப்பாறை தாலுக்கா, திருச்சி மாவட்டம். 5) சி. முருகேசன் கொண்டநாயக்கன்பட்டி, வெள்ளைப்பட்டி அஞ்சல், மதுக்கம்பட்டி வழி, மணப்பாறை தாலுக்கா, திருச்சி மாவட்டம். [420, 5, 818, 142]
paragraph: துணை அமைப்பாளர்கள் - 1) க. செல்வராஜ் சிட்டாம்பாளையம், சுண்டக்காம் பாளையம், ஈரோடு மாவட்டம். 2) மோ. சா. வெங்கடாசலமூர்த்தி மோடாச்சாளையம், கூடக்கரை, ஈரோடு மாவட்டம். 3) மு. ரங்கசாமி புதூர், மொண்டிபாளையம், ஈரோடு மாவட்டம். 4) பி.டி. சுப்பிரமணியன் பூசாரிபாளையம், ஈரோடு மாவட்டம். [1244, 1806, 1643, 1891]
paragraph: அமைப்பாளர் - எம். மாரிமுத்து எண். 7, சோழன் தெரு, செந்தமிழ் நகர், பட்டாபிராம் சென்னை - 600072. [9, 532, 407, 564]
